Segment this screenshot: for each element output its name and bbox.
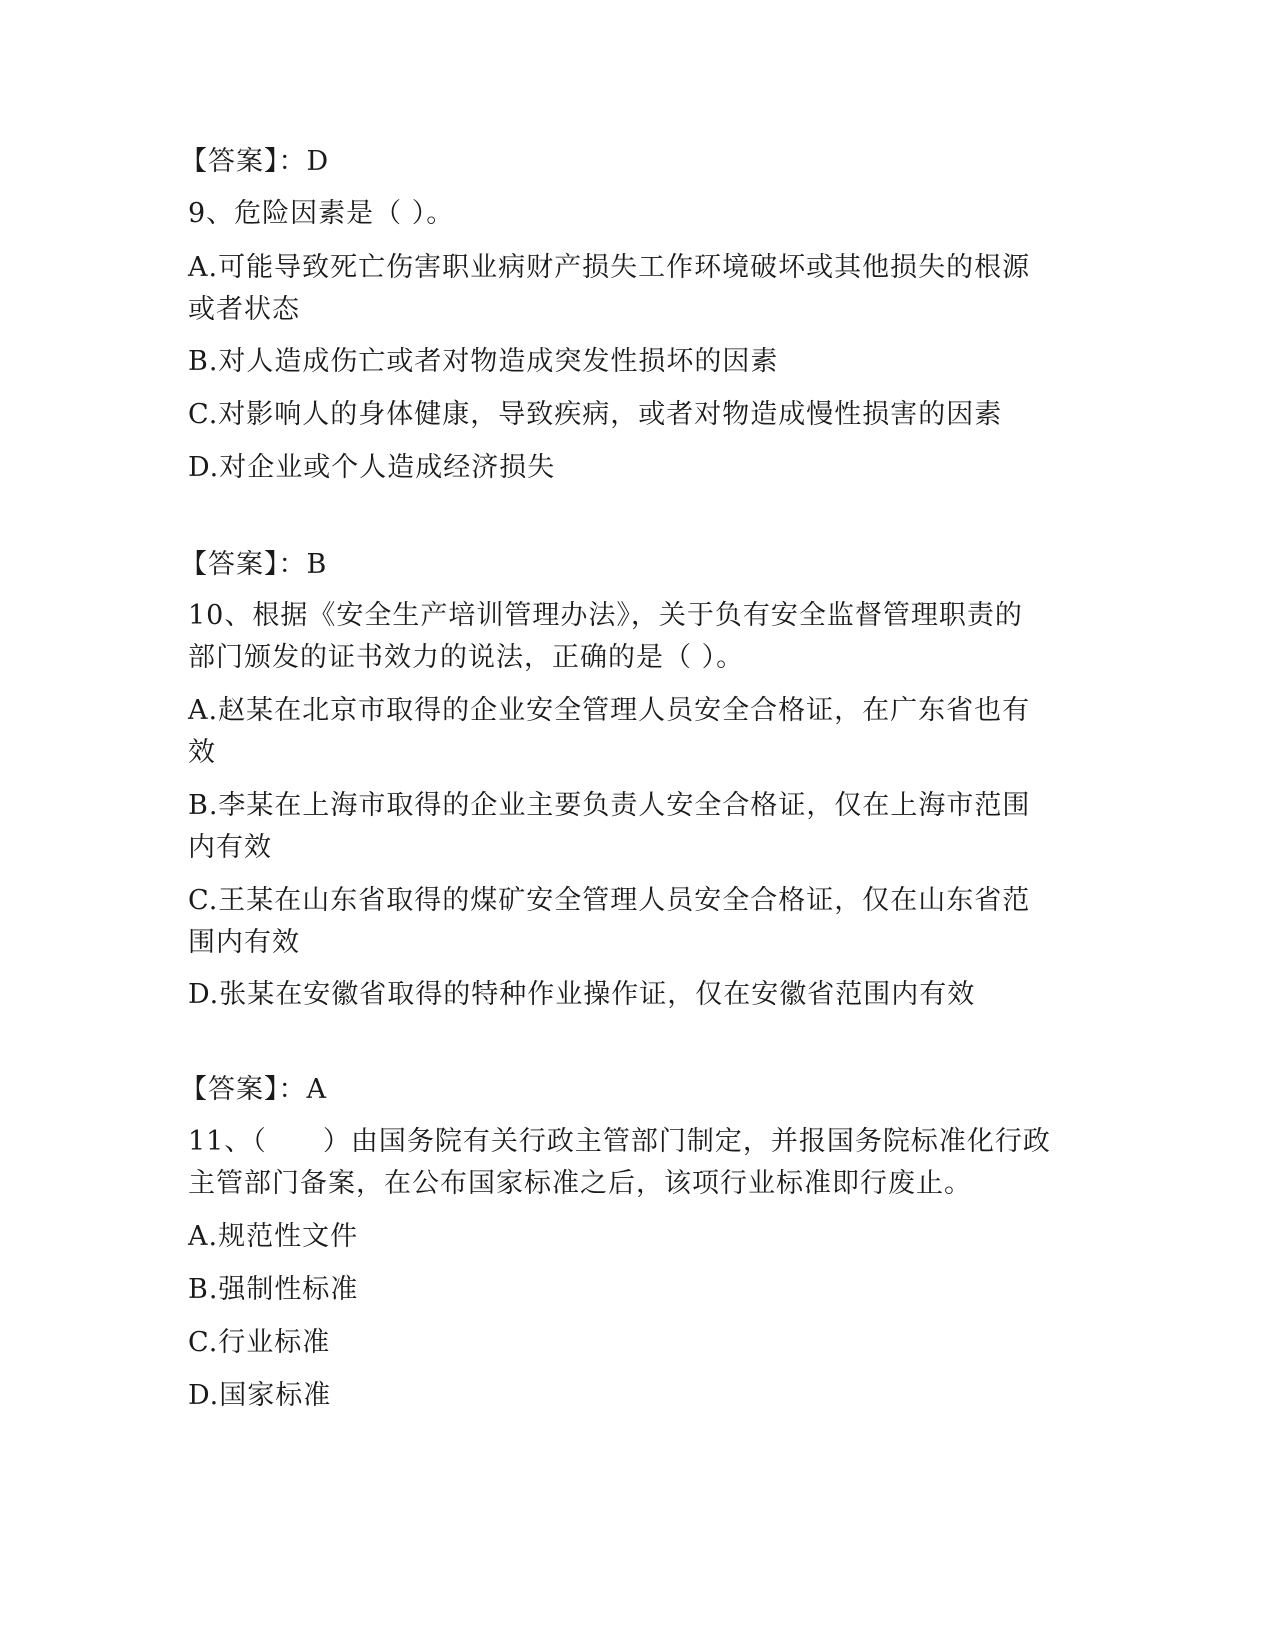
question-9-option-a-cont: 或者状态 (188, 294, 300, 325)
question-9-option-c: C.对影响人的身体健康，导致疾病，或者对物造成慢性损害的因素 (188, 399, 1003, 430)
question-10-option-c-cont: 围内有效 (188, 927, 300, 958)
question-11-option-a: A.规范性文件 (188, 1221, 359, 1252)
question-10-option-d: D.张某在安徽省取得的特种作业操作证，仅在安徽省范围内有效 (188, 979, 976, 1010)
question-10-option-a: A.赵某在北京市取得的企业安全管理人员安全合格证，在广东省也有 (188, 695, 1031, 726)
question-9-option-a: A.可能导致死亡伤害职业病财产损失工作环境破坏或其他损失的根源 (188, 252, 1031, 283)
question-11-stem: 11、（ ）由国务院有关行政主管部门制定，并报国务院标准化行政 (188, 1126, 1051, 1157)
question-10-stem: 10、根据《安全生产培训管理办法》，关于负有安全监督管理职责的 (188, 600, 1023, 631)
question-11-option-c: C.行业标准 (188, 1327, 331, 1358)
answer-prev: 【答案】：D (180, 146, 330, 177)
question-11-option-b: B.强制性标准 (188, 1274, 359, 1305)
question-9-option-d: D.对企业或个人造成经济损失 (188, 452, 556, 483)
question-10-option-c: C.王某在山东省取得的煤矿安全管理人员安全合格证，仅在山东省范 (188, 885, 1031, 916)
question-10-stem-cont: 部门颁发的证书效力的说法，正确的是（ ）。 (188, 642, 745, 673)
question-10-option-a-cont: 效 (188, 737, 216, 768)
question-10-option-b: B.李某在上海市取得的企业主要负责人安全合格证，仅在上海市范围 (188, 790, 1031, 821)
question-9-answer: 【答案】：B (180, 549, 328, 580)
question-10-answer: 【答案】：A (180, 1074, 327, 1105)
question-11-stem-cont: 主管部门备案，在公布国家标准之后，该项行业标准即行废止。 (188, 1168, 972, 1199)
question-9-option-b: B.对人造成伤亡或者对物造成突发性损坏的因素 (188, 346, 779, 377)
question-11-option-d: D.国家标准 (188, 1380, 332, 1411)
question-10-option-b-cont: 内有效 (188, 832, 272, 863)
question-9-stem: 9、危险因素是（ ）。 (188, 198, 455, 229)
